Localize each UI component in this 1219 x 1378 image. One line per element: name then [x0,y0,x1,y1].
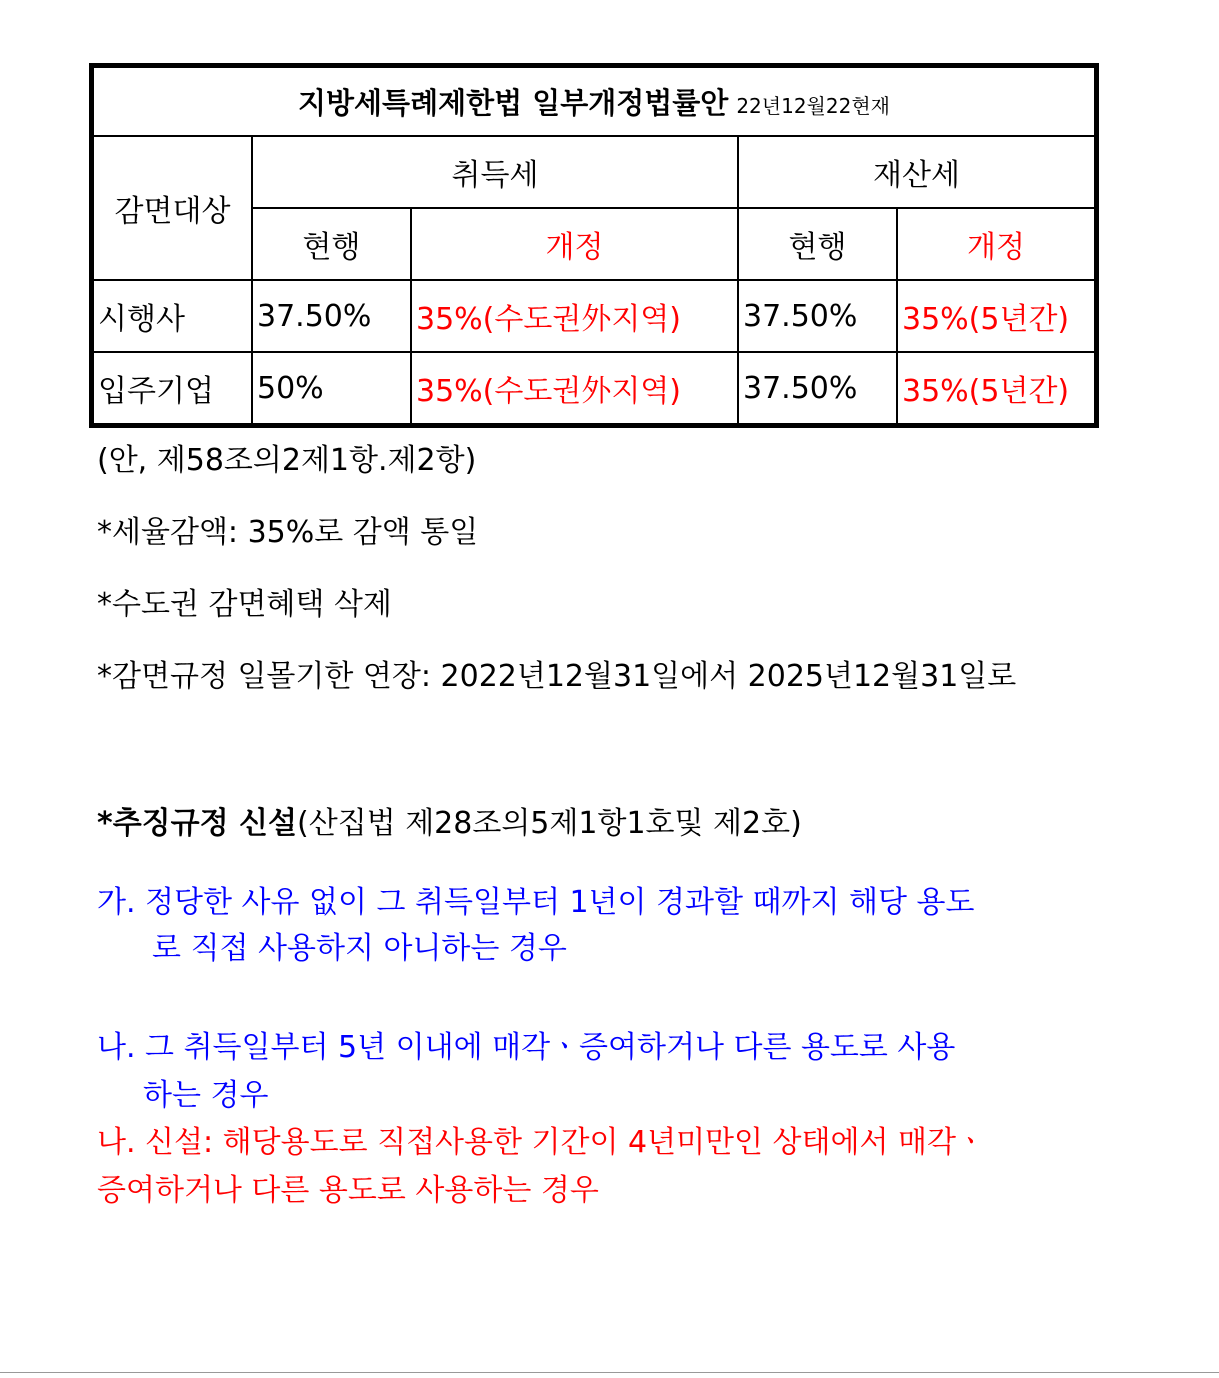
clawback-heading-bold: *추징규정 신설 [97,806,298,841]
tax-table-frame [89,63,1099,428]
table-title-cell [94,68,1094,136]
page-bottom-divider [0,1372,1219,1373]
item-na-line2: 하는 경우 [143,1078,269,1113]
sub-header-current: 현행 [738,208,897,280]
sub-header-revised: 개정 [897,208,1094,280]
cell-acquisition-revised: 35%(수도권外지역) [411,280,738,352]
cell-acquisition-current: 50% [252,352,411,423]
table-title: 지방세특례제한법 일부개정법률안 [298,86,729,120]
item-new-line2: 증여하거나 다른 용도로 사용하는 경우 [97,1173,599,1208]
table-row [94,280,1094,352]
sub-header-current: 현행 [252,208,411,280]
table-row [94,352,1094,423]
cell-property-revised: 35%(5년간) [897,280,1094,352]
sub-header-revised: 개정 [411,208,738,280]
item-na-line1: 나. 그 취득일부터 5년 이내에 매각ㆍ증여하거나 다른 용도로 사용 [97,1030,956,1065]
clawback-heading [97,806,802,842]
group-acquisition-tax: 취득세 [252,136,738,208]
item-new-line1: 나. 신설: 해당용도로 직접사용한 기간이 4년미만인 상태에서 매각ㆍ [97,1125,985,1160]
note-capital-area: *수도권 감면혜택 삭제 [97,587,392,622]
row-header-cell: 감면대상 [94,136,252,280]
table-date: 22년12월22현재 [736,94,890,118]
cell-property-current: 37.50% [738,280,897,352]
row-label: 입주기업 [94,352,252,423]
cell-acquisition-revised: 35%(수도권外지역) [411,352,738,423]
cell-property-current: 37.50% [738,352,897,423]
row-label: 시행사 [94,280,252,352]
note-sunset-extension: *감면규정 일몰기한 연장: 2022년12월31일에서 2025년12월31일로 [97,659,1017,694]
cell-property-revised: 35%(5년간) [897,352,1094,423]
item-ga-line2: 로 직접 사용하지 아니하는 경우 [152,931,567,966]
note-rate-reduction: *세율감액: 35%로 감액 통일 [97,515,479,550]
cell-acquisition-current: 37.50% [252,280,411,352]
item-ga-line1: 가. 정당한 사유 없이 그 취득일부터 1년이 경과할 때까지 해당 용도 [97,885,975,920]
source-reference: (안, 제58조의2제1항.제2항) [97,443,477,478]
clawback-heading-ref: (산집법 제28조의5제1항1호및 제2호) [297,806,802,841]
tax-reduction-table [94,68,1094,423]
group-property-tax: 재산세 [738,136,1094,208]
